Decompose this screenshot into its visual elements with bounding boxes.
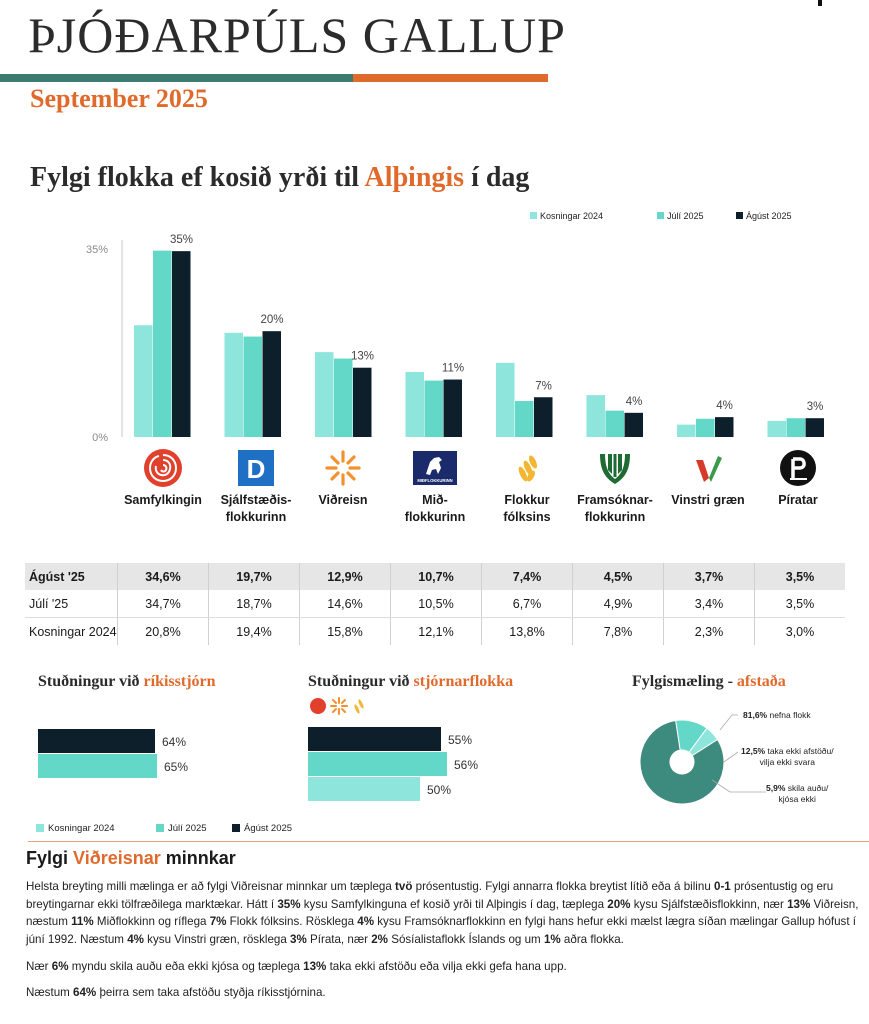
table-cell: 34,7% [118,590,209,618]
bar-august-1 [263,331,282,437]
table-row [25,590,845,618]
rose-icon [143,448,183,488]
gov-support-value-july: 65% [164,760,189,774]
party-bar-chart [0,200,869,445]
results-table [25,563,845,645]
small-legend-election: Kosningar 2024 [36,823,115,834]
y-tick-0: 0% [92,432,108,444]
chart-title-pre: Fylgi flokka ef kosið yrði til [30,162,365,193]
small-legend-august: Ágúst 2025 [232,823,292,834]
star-burst-icon [323,448,363,488]
gov-support-title: Stuðningur við ríkisstjórn [38,673,216,690]
v-icon [688,448,728,488]
gov-support-bar-july [38,754,157,778]
coalition-support-title: Stuðningur við stjórnarflokka [308,673,514,690]
legend-swatch-1 [657,212,664,219]
donut-label-named: 81,6% nefna flokk [743,710,811,720]
bar-july-4 [515,401,534,437]
coalition-support-value-election: 50% [427,783,452,797]
table-cell: 18,7% [209,590,300,618]
table-cell: 3,7% [664,563,755,590]
table-cell: 10,7% [391,563,482,590]
bar-august-0 [172,251,191,437]
section-divider [28,841,869,842]
small-legend-july: Júlí 2025 [156,823,207,834]
table-row-label: Júlí '25 [25,590,118,618]
gov-support-value-august: 64% [162,735,187,749]
page-title: ÞJÓÐARPÚLS GALLUP [28,7,566,63]
summary-paragraph-2: Nær 6% myndu skila auðu eða ekki kjósa og tæplega 13% taka ekki afstöðu eða vilja ekki gefa hana upp. [26,960,567,973]
data-label-7: 3% [806,401,824,414]
table-cell: 13,8% [482,618,573,646]
chart-axis [86,240,122,444]
summary-paragraph-1: Helsta breyting milli mælinga er að fylgi Viðreisnar minnkar um tæplega tvö prósentustig. Fylgi annarra flokka breytist lítið eða á bilinu 0-1 prósentustig og eru breytingarnar ekki tölfræðilega marktækar. Hátt í 35% kysu Samfylkinguna ef kosið yrði til Alþingis í dag, tæplega 20% kysu Sjálfstæðisflokkinn, nær 13% Viðreisn, næstum 11% Miðflokkinn og ríflega 7% Flokk fólksins. Rösklega 4% kysu Framsóknarflokkinn en fylgi hans hefur ekki mælst lægra síðan mælingar Gallup hófust í júní 1992. Næstum 4% kysu Vinstri græn, rösklega 3% Pírata, nær 2% Sósíalistaflokk Íslands og um 1% aðra flokka. [26,880,859,946]
corner-mark [818,0,822,6]
table-cell: 3,0% [785,624,815,639]
table-cell: 3,4% [664,590,755,618]
bar-july-5 [606,411,625,437]
table-cell: 7,8% [573,618,664,646]
bar-election-7 [768,421,787,437]
summary-heading: Fylgi Viðreisnar minnkar [26,848,236,868]
table-cell: 20,8% [118,618,209,646]
party-name-flokkur-folksins: Flokkur fólksins [503,493,551,524]
d-letter-text: D [246,454,266,484]
emphasis: 0-1 [714,880,731,893]
coalition-support-bar-july [308,752,447,776]
emphasis: 64% [73,986,97,999]
legend-label-0: Kosningar 2024 [540,211,604,221]
bar-august-4 [534,397,553,437]
table-cell: 4,5% [573,563,664,590]
bar-august-7 [806,418,825,437]
party-name-samfylkingin: Samfylkingin [124,493,202,507]
emphasis: 1% [543,932,561,946]
bar-july-6 [696,419,715,437]
table-cell: 6,7% [482,590,573,618]
table-row-label: Ágúst '25 [25,563,118,590]
bar-july-0 [153,251,172,437]
emphasis: 7% [209,915,227,928]
report-month: September 2025 [30,84,208,113]
bar-election-4 [496,363,515,437]
emphasis: 2% [371,932,388,946]
table-cell: 19,7% [209,563,300,590]
legend-label-1: Júlí 2025 [667,211,704,221]
table-row [25,563,845,590]
table-cell: 4,9% [573,590,664,618]
party-name-piratar: Píratar [778,493,818,507]
donut-label-blank: 5,9% skila auðu/ kjósa ekki [766,783,829,804]
legend-swatch-2 [736,212,743,219]
mini-star-icon [331,698,347,714]
party-name-midflokkurinn: Mið- flokkurinn [404,493,466,524]
title-rule-teal [0,74,353,82]
bar-august-2 [353,368,372,437]
data-label-5: 4% [625,395,643,408]
emphasis: 6% [51,960,69,973]
bar-election-0 [134,325,153,437]
table-cell: 7,4% [482,563,573,590]
gov-support-bar-august [38,729,155,753]
chart-title [30,162,529,194]
bar-election-5 [587,395,606,437]
emphasis: 4% [127,932,144,946]
emphasis: 13% [303,960,327,973]
bar-july-1 [244,337,263,437]
data-label-0: 35% [169,234,194,247]
bar-august-6 [715,417,734,437]
table-cell: 34,6% [118,563,209,590]
chart-title-post: í dag [464,162,530,193]
horse-icon-text: MIÐFLOKKURINN [417,478,453,483]
table-cell: 15,8% [300,618,391,646]
party-name-framsoknarflokkurinn: Framsóknar- flokkurinn [577,493,653,524]
donut-label-undecided: 12,5% taka ekki afstöðu/ vilja ekki svara [741,746,834,767]
title-rule-orange [353,74,548,82]
table-cell: 14,6% [300,590,391,618]
emphasis: 11% [71,915,94,928]
chart-legend [530,211,792,221]
emphasis: 4% [357,915,375,928]
chart-title-highlight: Alþingis [364,162,465,193]
table-cell: 12,1% [391,618,482,646]
data-label-2: 13% [350,350,375,363]
coalition-support-bar-august [308,727,441,751]
legend-label-2: Ágúst 2025 [746,211,792,221]
table-cell: 10,5% [391,590,482,618]
emphasis: 13% [787,897,811,911]
emphasis: tvö [395,880,413,893]
data-label-4: 7% [535,380,552,393]
data-label-6: 4% [716,400,733,413]
bar-election-1 [225,333,244,437]
table-row-label: Kosningar 2024 [25,618,118,646]
table-cell: 3,5% [755,590,846,618]
coalition-party-icons [309,696,369,716]
wheat-icon [507,448,547,488]
coalition-support-value-august: 55% [448,733,473,747]
horse-icon [412,448,458,488]
coalition-support-value-july: 56% [454,758,479,772]
measurement-title: Fylgismæling - afstaða [632,673,786,690]
legend-swatch-0 [530,212,537,219]
table-cell: 12,9% [300,563,391,590]
mini-wheat-icon [353,699,364,714]
bar-july-3 [425,381,444,437]
party-name-sjalfstaedisflokkurinn: Sjálfstæðis- flokkurinn [220,493,292,524]
leaves-icon [595,448,635,488]
party-icons [0,448,869,488]
bar-august-5 [625,413,644,437]
table-cell: 19,4% [209,618,300,646]
bar-july-2 [334,359,353,437]
bar-august-3 [444,380,463,437]
party-name-vidreisn: Viðreisn [318,493,368,507]
bar-election-3 [406,372,425,437]
mini-rose-icon [310,698,326,714]
bar-july-7 [787,418,806,437]
table-row [25,618,845,646]
bar-election-6 [677,425,696,437]
d-letter-icon [236,448,276,488]
emphasis: 35% [277,897,301,911]
table-cell: 2,3% [664,618,755,646]
data-label-3: 11% [441,362,465,375]
emphasis: 3% [290,932,307,946]
emphasis: 20% [607,897,631,911]
pirate-icon [778,448,818,488]
data-label-1: 20% [260,314,284,327]
y-tick-35: 35% [85,244,108,256]
bar-election-2 [315,352,334,437]
party-name-vinstri-graen: Vinstri græn [671,493,745,507]
coalition-support-bar-election [308,777,420,801]
summary-paragraph-3: Næstum 64% þeirra sem taka afstöðu styðja ríkisstjórnina. [26,986,326,999]
table-cell: 3,5% [755,563,846,590]
